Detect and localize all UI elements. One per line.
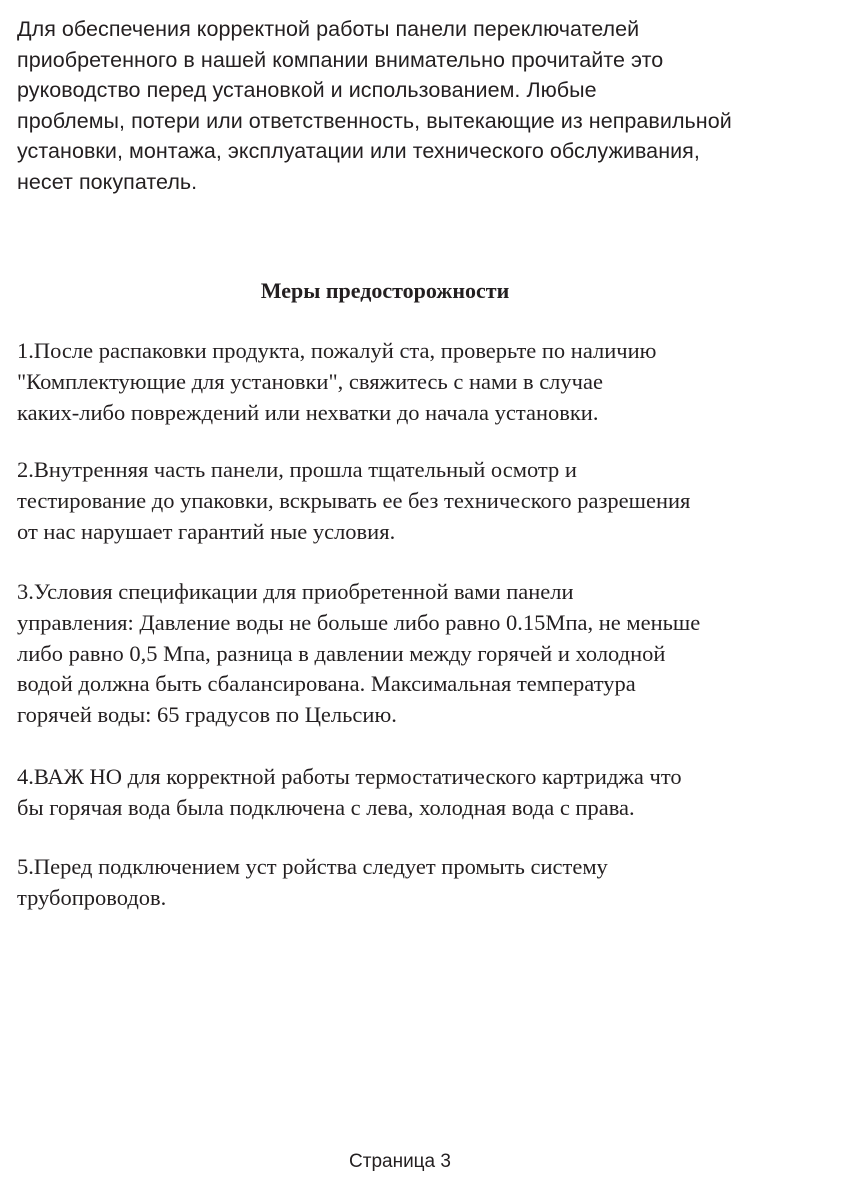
precaution-item-1 bbox=[17, 336, 837, 428]
section-heading: Меры предосторожности bbox=[260, 278, 510, 303]
precaution-item-5 bbox=[17, 852, 837, 914]
intro-line: установки, монтажа, эксплуатации или технического обслуживания, bbox=[17, 139, 700, 164]
precaution-line: 2.Внутренняя часть панели, прошла тщательный осмотр и bbox=[17, 457, 577, 482]
intro-line: приобретенного в нашей компании внимательно прочитайте это bbox=[17, 47, 664, 72]
intro-paragraph bbox=[17, 14, 837, 198]
intro-line: несет покупатель. bbox=[17, 169, 198, 194]
precaution-line: водой должна быть сбалансирована. Максимальная температура bbox=[17, 671, 636, 697]
precaution-line: "Комплектующие для установки", свяжитесь с нами в случае bbox=[17, 368, 603, 394]
precaution-line: от нас нарушает гарантий ные условия. bbox=[17, 518, 396, 544]
precaution-item-2 bbox=[17, 455, 837, 547]
precaution-line: тестирование до упаковки, вскрывать ее без технического разрешения bbox=[17, 487, 691, 513]
precaution-line: управления: Давление воды не больше либо равно 0.15Мпа, не меньше bbox=[17, 609, 701, 635]
precaution-line: горячей воды: 65 градусов по Цельсию. bbox=[17, 702, 397, 728]
intro-line: руководство перед установкой и использованием. Любые bbox=[17, 78, 597, 103]
intro-line: Для обеспечения корректной работы панели переключателей bbox=[17, 17, 640, 41]
precaution-line: трубопроводов. bbox=[17, 884, 167, 910]
precaution-line: бы горячая вода была подключена с лева, холодная вода с права. bbox=[17, 794, 635, 820]
intro-line: проблемы, потери или ответственность, вытекающие из неправильной bbox=[17, 108, 732, 133]
page-number: Страница 3 bbox=[349, 1151, 451, 1172]
precaution-item-4 bbox=[17, 762, 837, 824]
precaution-line: 5.Перед подключением уст ройства следует промыть систему bbox=[17, 854, 608, 879]
precaution-item-3 bbox=[17, 577, 837, 731]
precaution-line: 4.ВАЖ НО для корректной работы термостатического картриджа что bbox=[17, 764, 682, 789]
precaution-line: 3.Условия спецификации для приобретенной вами панели bbox=[17, 579, 574, 604]
precaution-line: 1.После распаковки продукта, пожалуй ста, проверьте по наличию bbox=[17, 338, 657, 363]
precaution-line: каких-либо повреждений или нехватки до начала установки. bbox=[17, 399, 599, 425]
precaution-line: либо равно 0,5 Мпа, разница в давлении между горячей и холодной bbox=[17, 640, 666, 666]
